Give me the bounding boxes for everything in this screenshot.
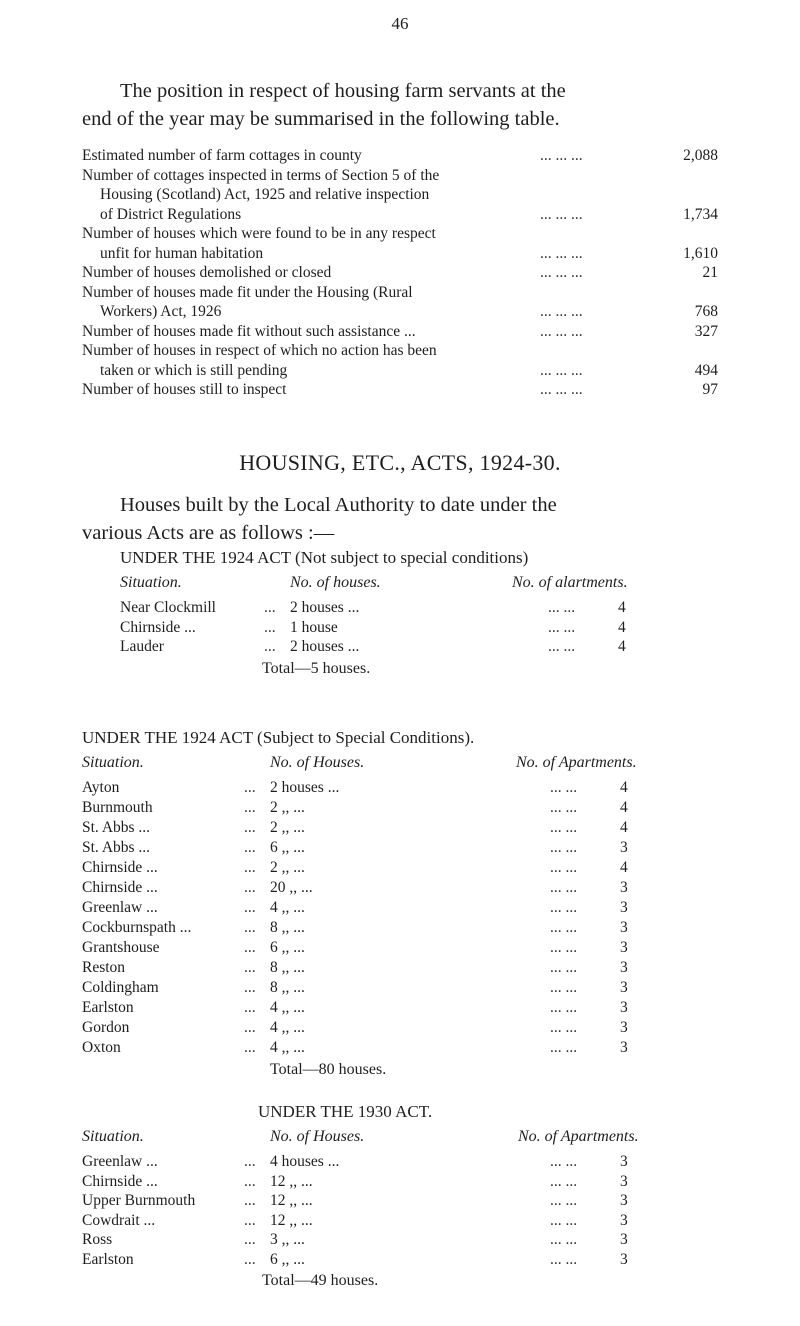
row-houses: 2 ,, ... — [270, 859, 305, 876]
row-apartments: 4 — [620, 779, 628, 796]
section-total: Total—80 houses. — [270, 1061, 387, 1078]
row-situation: Oxton — [82, 1039, 121, 1056]
row-apartments: 3 — [620, 1153, 628, 1170]
col-header-apartments: No. of Apartments. — [518, 1128, 639, 1145]
row-situation: Ayton — [82, 779, 120, 796]
intro-line-2: end of the year may be summarised in the following table. — [82, 108, 560, 130]
row-apartments: 3 — [620, 899, 628, 916]
summary-dot-leader: ... ... ... — [540, 264, 583, 281]
row-dot-leader-2: ... ... — [550, 1019, 578, 1036]
row-houses: 4 ,, ... — [270, 1019, 305, 1036]
col-header-apartments: No. of alartments. — [512, 574, 628, 591]
row-situation: Reston — [82, 959, 126, 976]
row-situation: Lauder — [120, 638, 164, 655]
row-apartments: 3 — [620, 1019, 628, 1036]
row-dot-leader-2: ... ... — [550, 819, 578, 836]
row-dot-leader: ... — [244, 819, 256, 836]
row-apartments: 4 — [620, 859, 628, 876]
col-header-houses: No. of Houses. — [270, 754, 365, 771]
row-dot-leader-2: ... ... — [550, 1039, 578, 1056]
row-dot-leader: ... — [264, 638, 276, 655]
row-apartments: 3 — [620, 919, 628, 936]
summary-line: Number of houses made fit under the Housing (Rural — [82, 283, 413, 301]
row-dot-leader: ... — [244, 1250, 256, 1268]
housing-intro-line2-wrap — [82, 522, 334, 545]
summary-line: Number of cottages inspected in terms of Section 5 of the — [82, 166, 440, 184]
row-houses: 6 ,, ... — [270, 839, 305, 856]
col-header-situation: Situation. — [82, 1128, 144, 1145]
row-dot-leader: ... — [244, 779, 256, 796]
row-situation: St. Abbs ... — [82, 839, 151, 856]
row-dot-leader-2: ... ... — [548, 638, 576, 655]
row-dot-leader-2: ... ... — [550, 1250, 578, 1268]
row-dot-leader: ... — [264, 618, 276, 636]
row-situation: Grantshouse — [82, 939, 160, 956]
row-situation: Earlston — [82, 1250, 134, 1268]
row-dot-leader: ... — [244, 1172, 256, 1190]
row-situation: Earlston — [82, 999, 134, 1016]
section-total: Total—5 houses. — [262, 659, 371, 677]
summary-line: Number of houses still to inspect — [82, 381, 287, 398]
row-situation: Cockburnspath ... — [82, 919, 192, 936]
row-dot-leader: ... — [244, 999, 256, 1016]
row-apartments: 3 — [620, 1172, 628, 1190]
row-houses: 12 ,, ... — [270, 1211, 313, 1229]
housing-intro-line-1: Houses built by the Local Authority to date under the — [120, 494, 557, 516]
row-dot-leader: ... — [244, 1192, 256, 1209]
summary-line: taken or which is still pending — [100, 361, 288, 379]
row-dot-leader: ... — [244, 879, 256, 896]
summary-value: 327 — [694, 322, 718, 340]
row-apartments: 3 — [620, 1039, 628, 1056]
row-dot-leader-2: ... ... — [550, 879, 578, 896]
summary-value: 768 — [694, 303, 718, 320]
row-situation: Burnmouth — [82, 799, 153, 816]
row-houses: 8 ,, ... — [270, 959, 305, 976]
row-houses: 12 ,, ... — [270, 1172, 313, 1190]
row-houses: 12 ,, ... — [270, 1192, 313, 1209]
intro-paragraph-line2 — [82, 108, 560, 131]
row-dot-leader: ... — [244, 1153, 256, 1170]
summary-line: unfit for human habitation — [100, 244, 264, 262]
row-houses: 20 ,, ... — [270, 879, 313, 896]
row-dot-leader-2: ... ... — [550, 999, 578, 1016]
summary-line: of District Regulations — [100, 205, 242, 223]
row-dot-leader-2: ... ... — [550, 1211, 578, 1229]
row-situation: Chirnside ... — [82, 1172, 158, 1190]
summary-dot-leader: ... ... ... — [540, 381, 583, 398]
row-apartments: 4 — [618, 618, 626, 636]
row-houses: 2 ,, ... — [270, 799, 305, 816]
row-apartments: 3 — [620, 1250, 628, 1268]
summary-dot-leader: ... ... ... — [540, 205, 583, 223]
row-dot-leader-2: ... ... — [550, 899, 578, 916]
housing-heading: HOUSING, ETC., ACTS, 1924-30. — [239, 450, 561, 475]
summary-line: Estimated number of farm cottages in county — [82, 147, 362, 164]
row-situation: Chirnside ... — [120, 618, 196, 636]
summary-line: Housing (Scotland) Act, 1925 and relative inspection — [100, 186, 430, 203]
row-dot-leader: ... — [244, 1019, 256, 1036]
col-header-houses: No. of Houses. — [270, 1128, 365, 1145]
row-dot-leader: ... — [244, 799, 256, 816]
row-dot-leader-2: ... ... — [550, 1231, 578, 1248]
row-houses: 1 house — [290, 618, 338, 636]
row-apartments: 3 — [620, 1192, 628, 1209]
row-apartments: 3 — [620, 959, 628, 976]
housing-intro — [120, 494, 557, 517]
row-dot-leader-2: ... ... — [548, 599, 576, 616]
row-situation: Near Clockmill — [120, 599, 216, 616]
row-dot-leader: ... — [244, 839, 256, 856]
row-dot-leader-2: ... ... — [550, 979, 578, 996]
row-houses: 6 ,, ... — [270, 1250, 305, 1268]
row-apartments: 3 — [620, 939, 628, 956]
row-dot-leader-2: ... ... — [550, 839, 578, 856]
row-houses: 4 houses ... — [270, 1153, 340, 1170]
row-dot-leader: ... — [244, 919, 256, 936]
col-header-apartments: No. of Apartments. — [516, 754, 637, 771]
row-dot-leader: ... — [244, 1211, 256, 1229]
summary-dot-leader: ... ... ... — [540, 303, 583, 320]
intro-paragraph — [120, 80, 566, 103]
row-dot-leader-2: ... ... — [550, 1172, 578, 1190]
row-houses: 6 ,, ... — [270, 939, 305, 956]
summary-value: 97 — [702, 381, 718, 398]
summary-value: 1,610 — [683, 244, 718, 262]
row-dot-leader: ... — [244, 939, 256, 956]
row-dot-leader: ... — [264, 599, 276, 616]
summary-dot-leader: ... ... ... — [540, 147, 583, 164]
row-houses: 2 houses ... — [270, 779, 340, 796]
summary-value: 494 — [694, 361, 718, 379]
summary-line: Workers) Act, 1926 — [100, 303, 222, 320]
row-situation: Greenlaw ... — [82, 1153, 158, 1170]
section-title: UNDER THE 1924 ACT (Subject to Special Conditions). — [82, 728, 475, 747]
row-houses: 2 houses ... — [290, 599, 360, 616]
row-dot-leader: ... — [244, 1039, 256, 1056]
row-apartments: 3 — [620, 999, 628, 1016]
row-dot-leader: ... — [244, 899, 256, 916]
col-header-situation: Situation. — [82, 754, 144, 771]
summary-value: 21 — [702, 264, 718, 281]
row-dot-leader: ... — [244, 859, 256, 876]
row-dot-leader: ... — [244, 1231, 256, 1248]
row-houses: 4 ,, ... — [270, 1039, 305, 1056]
row-dot-leader-2: ... ... — [550, 779, 578, 796]
row-dot-leader-2: ... ... — [550, 1192, 578, 1209]
row-apartments: 3 — [620, 839, 628, 856]
col-header-situation: Situation. — [120, 574, 182, 591]
summary-dot-leader: ... ... ... — [540, 244, 583, 262]
col-header-houses: No. of houses. — [290, 574, 381, 591]
row-apartments: 4 — [618, 599, 626, 616]
row-apartments: 4 — [620, 819, 628, 836]
page-number: 46 — [391, 14, 409, 33]
row-houses: 2 ,, ... — [270, 819, 305, 836]
row-situation: Cowdrait ... — [82, 1211, 156, 1229]
summary-value: 2,088 — [683, 147, 718, 164]
row-dot-leader: ... — [244, 979, 256, 996]
row-dot-leader-2: ... ... — [550, 939, 578, 956]
row-dot-leader-2: ... ... — [550, 1153, 578, 1170]
row-houses: 4 ,, ... — [270, 899, 305, 916]
summary-value: 1,734 — [683, 205, 718, 223]
row-situation: Chirnside ... — [82, 879, 158, 896]
intro-line-1: The position in respect of housing farm servants at the — [120, 80, 566, 102]
summary-line: Number of houses which were found to be in any respect — [82, 225, 436, 242]
row-situation: Greenlaw ... — [82, 899, 158, 916]
row-houses: 8 ,, ... — [270, 919, 305, 936]
row-dot-leader-2: ... ... — [550, 799, 578, 816]
row-dot-leader-2: ... ... — [550, 859, 578, 876]
housing-intro-line-2: various Acts are as follows :— — [82, 522, 335, 544]
row-situation: Ross — [82, 1231, 113, 1248]
row-situation: Coldingham — [82, 979, 159, 996]
row-apartments: 3 — [620, 979, 628, 996]
row-situation: Upper Burnmouth — [82, 1192, 196, 1209]
row-situation: Chirnside ... — [82, 859, 158, 876]
row-apartments: 3 — [620, 1211, 628, 1229]
summary-line: Number of houses made fit without such assistance ... — [82, 322, 416, 340]
row-dot-leader-2: ... ... — [550, 959, 578, 976]
row-dot-leader-2: ... ... — [550, 919, 578, 936]
row-houses: 4 ,, ... — [270, 999, 305, 1016]
row-houses: 8 ,, ... — [270, 979, 305, 996]
row-situation: St. Abbs ... — [82, 819, 151, 836]
summary-line: Number of houses demolished or closed — [82, 264, 332, 281]
section-title: UNDER THE 1924 ACT (Not subject to special conditions) — [120, 548, 529, 567]
row-houses: 3 ,, ... — [270, 1231, 305, 1248]
summary-line: Number of houses in respect of which no action has been — [82, 342, 437, 359]
row-apartments: 3 — [620, 1231, 628, 1248]
row-apartments: 4 — [620, 799, 628, 816]
row-houses: 2 houses ... — [290, 638, 360, 655]
row-apartments: 3 — [620, 879, 628, 896]
row-apartments: 4 — [618, 638, 626, 655]
section-title: UNDER THE 1930 ACT. — [258, 1102, 433, 1121]
summary-dot-leader: ... ... ... — [540, 361, 583, 379]
summary-dot-leader: ... ... ... — [540, 322, 583, 340]
row-dot-leader-2: ... ... — [548, 618, 576, 636]
section-total: Total—49 houses. — [262, 1272, 379, 1289]
row-situation: Gordon — [82, 1019, 130, 1036]
row-dot-leader: ... — [244, 959, 256, 976]
